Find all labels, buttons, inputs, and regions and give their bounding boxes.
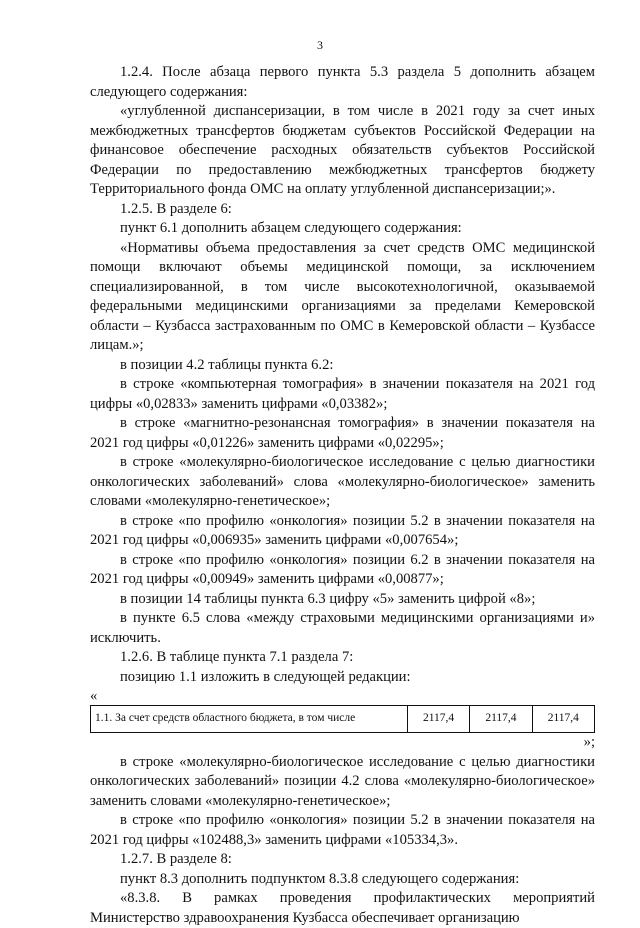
paragraph: в строке «молекулярно-биологическое исследование с целью диагностики онкологических заболеваний» слова «молекулярно-биологическое» заменить словами «молекулярно-генетическое»; [90, 454, 595, 509]
table-cell-value: 2117,4 [470, 706, 532, 733]
table-row [91, 706, 595, 733]
paragraph: в строке «магнитно-резонансная томография» в значении показателя на 2021 год цифры «0,01226» заменить цифрами «0,02295»; [90, 415, 595, 451]
paragraph: позицию 1.1 изложить в следующей редакции: [120, 668, 411, 685]
paragraph: в строке «по профилю «онкология» позиции 5.2 в значении показателя на 2021 год цифры «0,006935» заменить цифрами «0,007654»; [90, 512, 595, 548]
paragraph: в строке «компьютерная томография» в значении показателя на 2021 год цифры «0,02833» заменить цифрами «0,03382»; [90, 376, 595, 412]
quote-open: « [90, 688, 98, 704]
table-cell-name: 1.1. За счет средств областного бюджета, в том числе [91, 706, 408, 733]
paragraph: в позиции 14 таблицы пункта 6.3 цифру «5» заменить цифрой «8»; [120, 590, 536, 607]
paragraph: в строке «по профилю «онкология» позиции 6.2 в значении показателя на 2021 год цифры «0,00949» заменить цифрами «0,00877»; [90, 551, 595, 587]
amendment-table [90, 705, 595, 733]
paragraph: «углубленной диспансеризации, в том числе в 2021 году за счет иных межбюджетных трансфертов бюджетам субъектов Российской Федерации на финансовое обеспечение расходных обязательств субъектов Российской Федерации по предоставлению межбюджетных трансфертов бюджету Территориального фонда ОМС на оплату углубленной диспансеризации;». [90, 103, 595, 197]
paragraph: пункт 8.3 дополнить подпунктом 8.3.8 следующего содержания: [120, 870, 520, 887]
paragraph: 1.2.5. В разделе 6: [120, 200, 232, 217]
table-cell-value: 2117,4 [532, 706, 594, 733]
paragraph: в строке «молекулярно-биологическое исследование с целью диагностики онкологических заболеваний» позиции 4.2 слова «молекулярно-биологическое» заменить словами «молекулярно-генетическое»; [90, 753, 595, 809]
paragraph: «8.3.8. В рамках проведения профилактических мероприятий Министерство здравоохранения Кузбасса обеспечивает организацию [90, 890, 595, 926]
paragraph: 1.2.6. В таблице пункта 7.1 раздела 7: [120, 649, 354, 665]
paragraph: в пункте 6.5 слова «между страховыми медицинскими организациями и» исключить. [90, 610, 595, 646]
document-body [90, 63, 595, 928]
table-cell-value: 2117,4 [407, 706, 469, 733]
page-number: 3 [317, 38, 323, 52]
paragraph: 1.2.4. После абзаца первого пункта 5.3 раздела 5 дополнить абзацем следующего содержания: [90, 64, 595, 100]
paragraph: в строке «по профилю «онкология» позиции 5.2 в значении показателя на 2021 год цифры «102488,3» заменить цифрами «105334,3». [90, 812, 595, 848]
quote-close: »; [583, 734, 595, 750]
paragraph: «Нормативы объема предоставления за счет средств ОМС медицинской помощи включают объемы медицинской помощи, за исключением специализированной, в том числе высокотехнологичной, оказываемой федеральными медицинскими организациями за пределами Кемеровской области – Кузбасса застрахованным по ОМС в Кемеровской области – Кузбассе лицам.»; [90, 239, 595, 353]
paragraph: 1.2.7. В разделе 8: [120, 851, 232, 867]
paragraph: в позиции 4.2 таблицы пункта 6.2: [120, 356, 334, 373]
paragraph: пункт 6.1 дополнить абзацем следующего содержания: [120, 220, 462, 236]
